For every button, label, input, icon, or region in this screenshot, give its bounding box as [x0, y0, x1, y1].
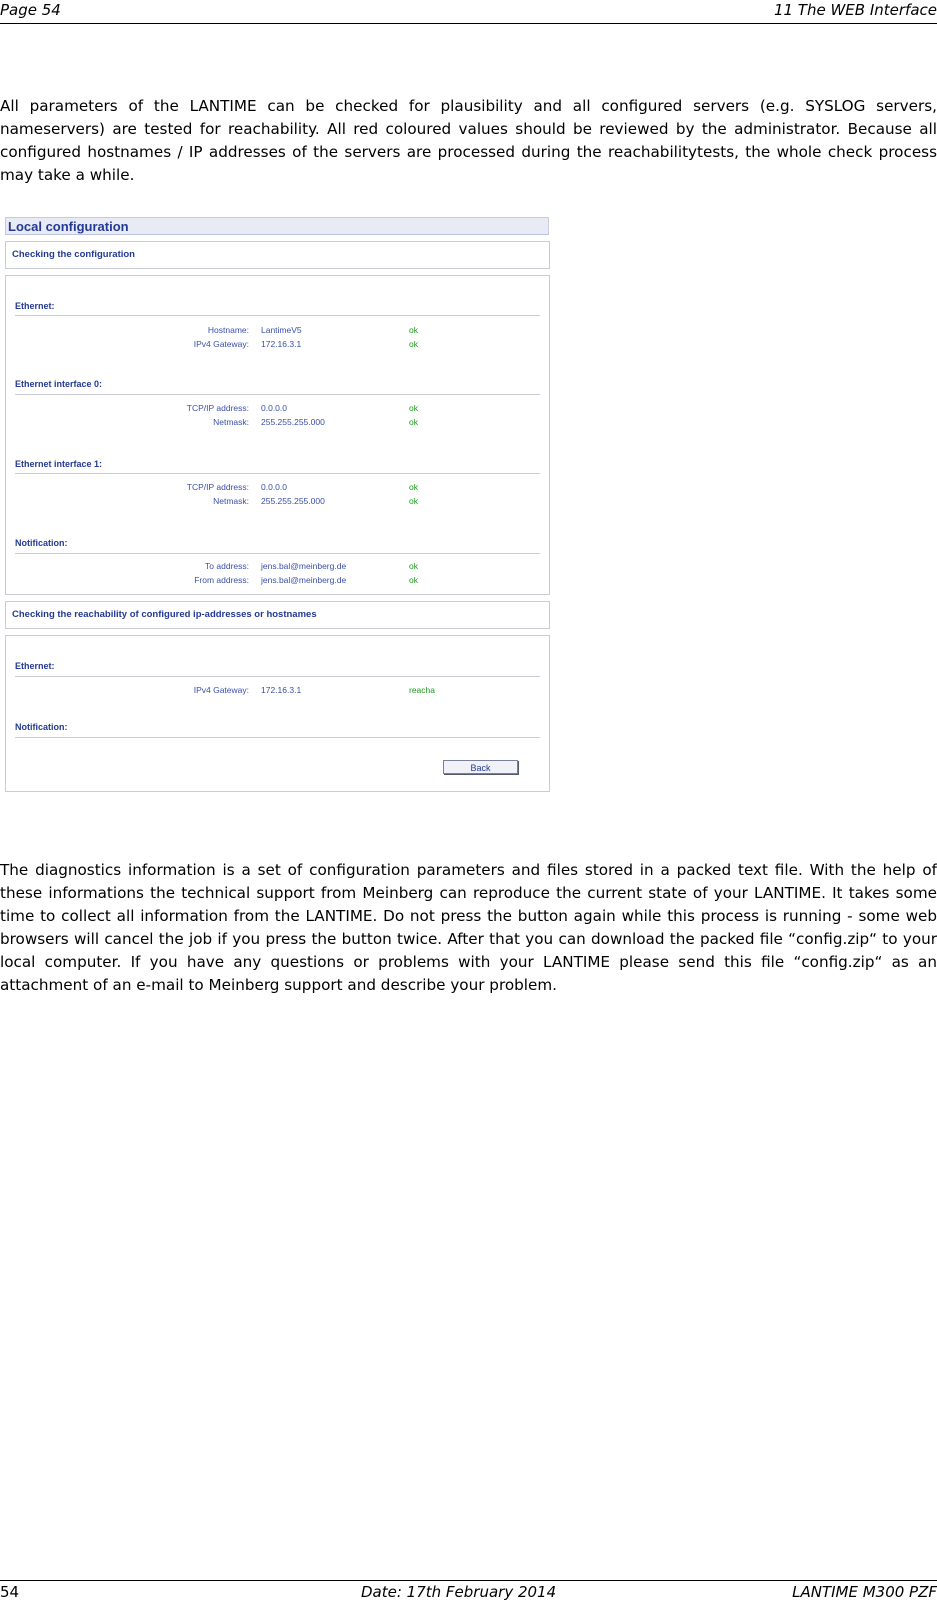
- config-row: [6, 496, 546, 508]
- config-row: [6, 403, 546, 415]
- row-label: From address:: [194, 575, 249, 585]
- intro-paragraph: All parameters of the LANTIME can be checked for plausibility and all configured servers (e.g. SYSLOG servers, nameservers) are tested for reachability. All red coloured values should be reviewed by the administrator. Because all configured hostnames / IP addresses of the servers are processed during the reachabilitytests, the whole check process may take a while.: [0, 97, 937, 184]
- row-value: 0.0.0.0: [261, 482, 287, 492]
- row-label: IPv4 Gateway:: [193, 339, 249, 349]
- row-label: TCP/IP address:: [186, 482, 249, 492]
- row-label: Hostname:: [207, 325, 249, 335]
- row-status: ok: [409, 325, 418, 335]
- config-results-box: [5, 275, 550, 595]
- section-ethernet-interface-1: Ethernet interface 1:: [15, 459, 103, 469]
- row-value: 172.16.3.1: [261, 685, 302, 695]
- section-divider: [15, 676, 540, 677]
- row-label: To address:: [205, 561, 249, 571]
- header-chapter-title: 11 The WEB Interface: [773, 1, 937, 19]
- header-page-number: Page 54: [0, 1, 61, 19]
- section-ethernet: Ethernet:: [15, 661, 55, 671]
- screenshot-title: Local configuration: [5, 217, 549, 235]
- section-ethernet: Ethernet:: [15, 301, 55, 311]
- footer-product: LANTIME M300 PZF: [792, 1583, 937, 1601]
- row-value: 172.16.3.1: [261, 339, 302, 349]
- footer-page-number: 54: [0, 1583, 20, 1601]
- row-status: ok: [409, 496, 418, 506]
- back-button[interactable]: Back: [443, 760, 518, 774]
- row-status: ok: [409, 575, 418, 585]
- page-footer: [0, 1580, 937, 1603]
- config-row: [6, 417, 546, 429]
- row-label: TCP/IP address:: [186, 403, 249, 413]
- section-ethernet-interface-0: Ethernet interface 0:: [15, 379, 103, 389]
- row-value: 255.255.255.000: [261, 496, 325, 506]
- config-row: [6, 561, 546, 573]
- row-status: ok: [409, 482, 418, 492]
- reachability-row: [6, 685, 546, 697]
- row-value: 255.255.255.000: [261, 417, 325, 427]
- reachability-heading-box: [5, 601, 550, 629]
- row-label: Netmask:: [213, 496, 249, 506]
- row-value: jens.bal@meinberg.de: [261, 561, 347, 571]
- section-divider: [15, 315, 540, 316]
- footer-date: Date: 17th February 2014: [361, 1583, 557, 1601]
- section-divider: [15, 394, 540, 395]
- config-heading: Checking the configuration: [12, 249, 135, 260]
- config-row: [6, 575, 546, 587]
- row-status: ok: [409, 561, 418, 571]
- diagnostics-paragraph: The diagnostics information is a set of configuration parameters and files stored in a packed text file. With the help of these informations the technical support from Meinberg can reproduce the current state of your LANTIME. It takes some time to collect all information from the LANTIME. Do not press the button again while this process is running - some web browsers will cancel the job if you press the button twice. After that you can download the packed file “config.zip“ to your local computer. If you have any questions or problems with your LANTIME please send this file “config.zip“ as an attachment of an e-mail to Meinberg support and describe your problem.: [0, 861, 937, 994]
- section-divider: [15, 473, 540, 474]
- section-notification: Notification:: [15, 538, 68, 548]
- config-row: [6, 339, 546, 351]
- row-status: ok: [409, 339, 418, 349]
- page-header: [0, 0, 937, 24]
- config-row: [6, 325, 546, 337]
- section-notification: Notification:: [15, 722, 68, 732]
- reachability-heading: Checking the reachability of configured ip-addresses or hostnames: [12, 609, 317, 620]
- section-divider: [15, 553, 540, 554]
- config-heading-box: [5, 241, 550, 269]
- config-row: [6, 482, 546, 494]
- row-label: IPv4 Gateway:: [193, 685, 249, 695]
- reachability-results-box: [5, 635, 550, 792]
- section-divider: [15, 737, 540, 738]
- row-status: ok: [409, 417, 418, 427]
- row-status: ok: [409, 403, 418, 413]
- row-label: Netmask:: [213, 417, 249, 427]
- row-value: jens.bal@meinberg.de: [261, 575, 347, 585]
- row-value: LantimeV5: [261, 325, 302, 335]
- row-status: reacha: [409, 685, 435, 695]
- local-configuration-screenshot: [5, 217, 550, 813]
- row-value: 0.0.0.0: [261, 403, 287, 413]
